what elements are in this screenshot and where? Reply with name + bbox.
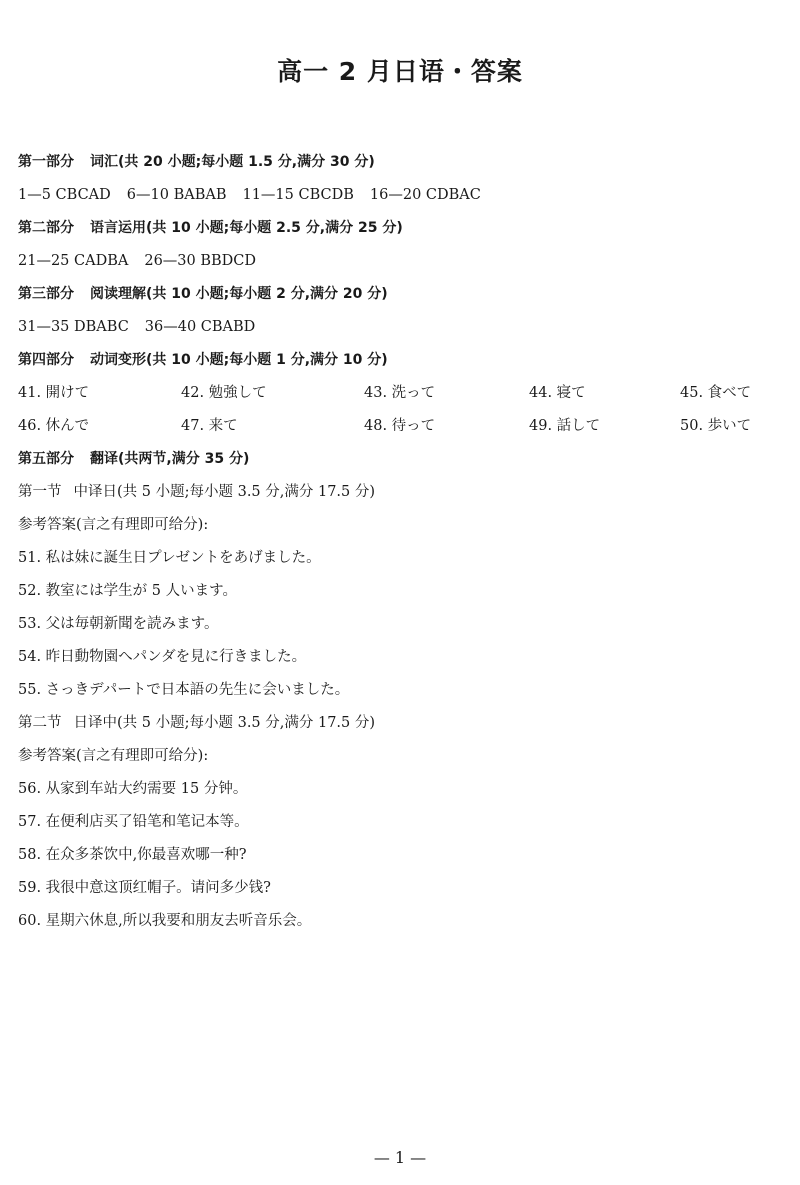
section1-desc: 中译日(共 5 小题;每小题 3.5 分,满分 17.5 分) bbox=[73, 484, 376, 500]
answer-sheet bbox=[18, 150, 788, 942]
part5-name: 第五部分 bbox=[18, 451, 74, 467]
part4-heading bbox=[18, 348, 788, 381]
part5-desc: 翻译(共两节,满分 35 分) bbox=[90, 451, 250, 467]
part4-row2 bbox=[18, 414, 788, 447]
verb-answer: 49. 話して bbox=[529, 418, 601, 434]
verb-answer: 44. 寝て bbox=[529, 385, 586, 401]
page-title: 高一 2 月日语・答案 bbox=[277, 57, 523, 86]
translation-answer: 60. 星期六休息,所以我要和朋友去听音乐会。 bbox=[18, 913, 312, 929]
part4-name: 第四部分 bbox=[18, 352, 74, 368]
section1-heading bbox=[18, 480, 788, 513]
translation-answer: 58. 在众多茶饮中,你最喜欢哪一种? bbox=[18, 847, 247, 863]
part3-desc: 阅读理解(共 10 小题;每小题 2 分,满分 20 分) bbox=[90, 286, 388, 302]
part2-desc: 语言运用(共 10 小题;每小题 2.5 分,满分 25 分) bbox=[90, 220, 403, 236]
part2-answers bbox=[18, 249, 788, 282]
verb-answer: 46. 休んで bbox=[18, 418, 90, 434]
translation-answer: 59. 我很中意这顶红帽子。请问多少钱? bbox=[18, 880, 271, 896]
answer-group: 31—35 DBABC bbox=[18, 319, 129, 335]
answer-group: 26—30 BBDCD bbox=[144, 253, 257, 269]
translation-answer: 57. 在便利店买了铅笔和笔记本等。 bbox=[18, 814, 249, 830]
part3-heading bbox=[18, 282, 788, 315]
answer-group: 1—5 CBCAD bbox=[18, 187, 111, 203]
part3-name: 第三部分 bbox=[18, 286, 74, 302]
part2-heading bbox=[18, 216, 788, 249]
translation-answer: 54. 昨日動物園へパンダを見に行きました。 bbox=[18, 649, 307, 665]
section1-note: 参考答案(言之有理即可给分): bbox=[18, 517, 209, 533]
part4-desc: 动词变形(共 10 小题;每小题 1 分,满分 10 分) bbox=[90, 352, 388, 368]
part1-name: 第一部分 bbox=[18, 154, 74, 170]
section1-name: 第一节 bbox=[18, 484, 62, 500]
part5-heading bbox=[18, 447, 788, 480]
verb-answer: 41. 開けて bbox=[18, 385, 90, 401]
part1-heading bbox=[18, 150, 788, 183]
translation-answer: 55. さっきデパートで日本語の先生に会いました。 bbox=[18, 682, 350, 698]
translation-answer: 52. 教室には学生が 5 人います。 bbox=[18, 583, 237, 599]
verb-answer: 43. 洗って bbox=[364, 385, 436, 401]
verb-answer: 42. 勉強して bbox=[181, 385, 267, 401]
part1-answers bbox=[18, 183, 788, 216]
translation-answer: 53. 父は毎朝新聞を読みます。 bbox=[18, 616, 219, 632]
part1-desc: 词汇(共 20 小题;每小题 1.5 分,满分 30 分) bbox=[90, 154, 375, 170]
answer-group: 6—10 BABAB bbox=[126, 187, 227, 203]
section2-note: 参考答案(言之有理即可给分): bbox=[18, 748, 209, 764]
part2-name: 第二部分 bbox=[18, 220, 74, 236]
verb-answer: 47. 来て bbox=[181, 418, 238, 434]
answer-group: 11—15 CBCDB bbox=[242, 187, 354, 203]
verb-answer: 48. 待って bbox=[364, 418, 436, 434]
answer-group: 36—40 CBABD bbox=[144, 319, 256, 335]
page-number: — 1 — bbox=[373, 1148, 427, 1167]
section2-name: 第二节 bbox=[18, 715, 62, 731]
answer-group: 21—25 CADBA bbox=[18, 253, 129, 269]
part4-row1 bbox=[18, 381, 788, 414]
translation-answer: 51. 私は妹に誕生日プレゼントをあげました。 bbox=[18, 550, 321, 566]
part3-answers bbox=[18, 315, 788, 348]
section2-heading bbox=[18, 711, 788, 744]
translation-answer: 56. 从家到车站大约需要 15 分钟。 bbox=[18, 781, 248, 797]
verb-answer: 50. 歩いて bbox=[680, 418, 752, 434]
answer-group: 16—20 CDBAC bbox=[369, 187, 481, 203]
section2-desc: 日译中(共 5 小题;每小题 3.5 分,满分 17.5 分) bbox=[73, 715, 376, 731]
verb-answer: 45. 食べて bbox=[680, 385, 752, 401]
